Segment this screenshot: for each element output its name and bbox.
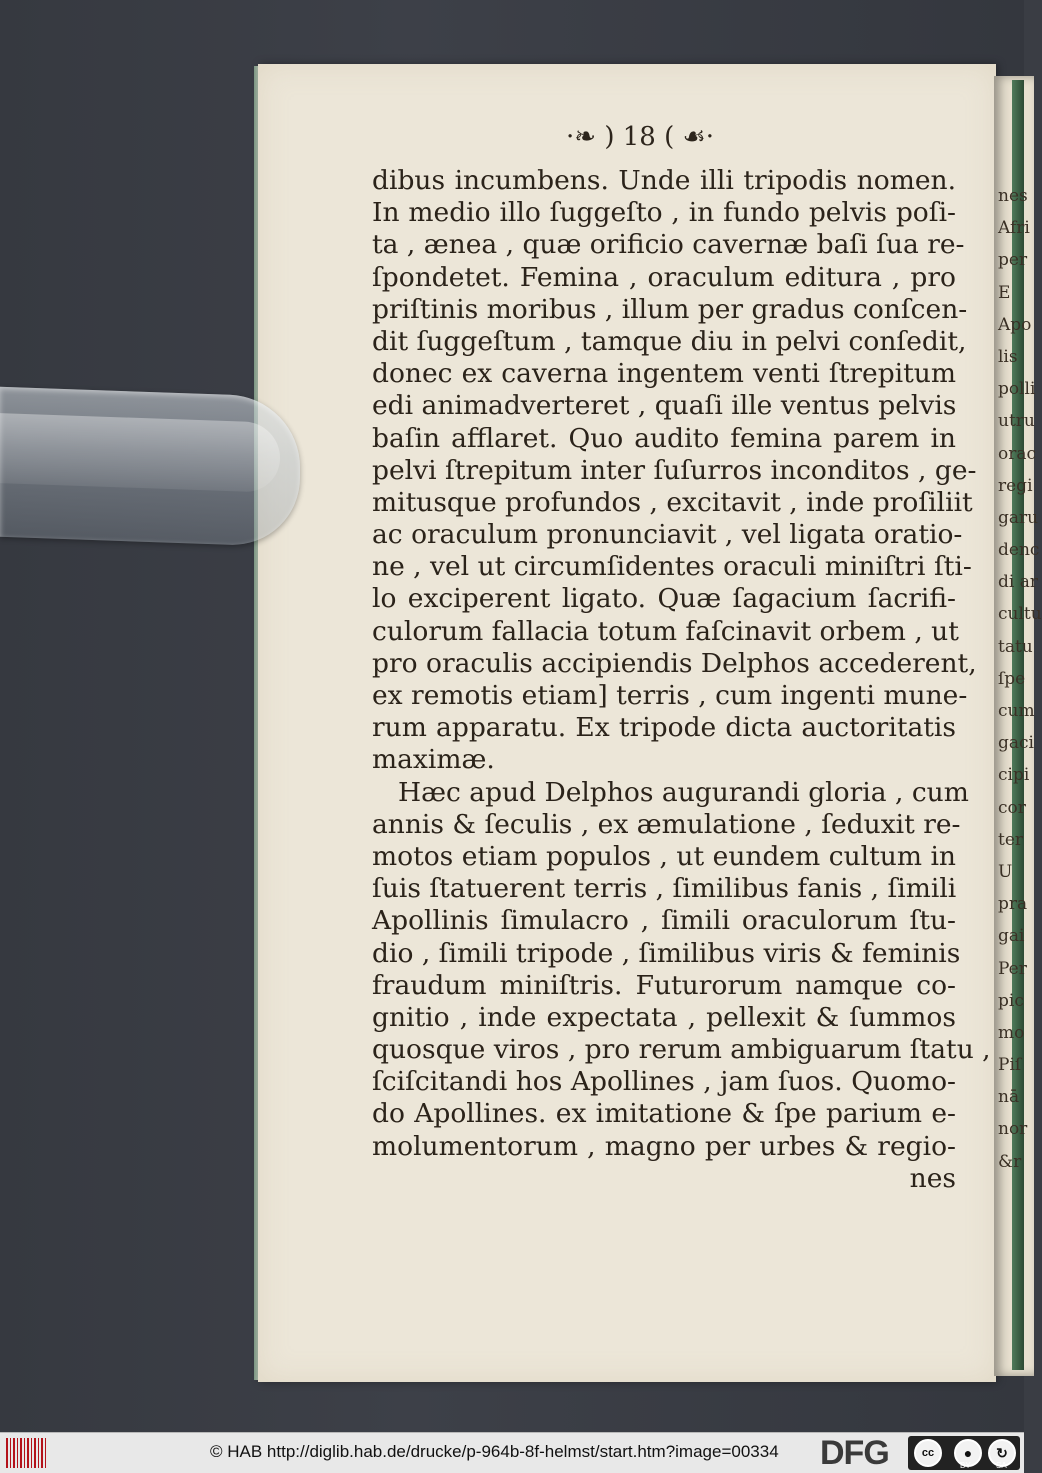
adjacent-text-fragment: Afri	[998, 218, 1030, 239]
copyright-link[interactable]: © HAB http://diglib.hab.de/drucke/p-964b-8f-helmst/start.htm?image=00334	[210, 1442, 779, 1461]
adjacent-text-fragment: pra	[998, 894, 1028, 915]
adjacent-text-fragment: cipi	[998, 765, 1030, 786]
adjacent-text-fragment: per	[998, 250, 1028, 271]
cc-icon: cc	[914, 1439, 942, 1467]
adjacent-text-fragment: Piſ	[998, 1055, 1022, 1076]
text-line: Apollinis ſimulacro , ſimili oraculorum ſtu-	[372, 905, 956, 937]
adjacent-text-fragment: lis	[998, 346, 1018, 367]
adjacent-text-fragment: gai	[998, 926, 1025, 947]
text-line: In medio illo ſuggeſto , in fundo pelvis poſi-	[372, 197, 956, 229]
glass-page-clip-highlight	[0, 413, 280, 493]
text-line: ſpondetet. Femina , oraculum editura , pro	[372, 261, 956, 293]
adjacent-text-fragment: polli	[998, 379, 1036, 400]
adjacent-text-fragment: Per	[998, 958, 1027, 979]
text-line: Hæc apud Delphos augurandi gloria , cum	[398, 776, 969, 808]
adjacent-text-fragment: ter	[998, 829, 1024, 850]
adjacent-text-fragment: di ar	[998, 572, 1038, 593]
text-line: dio , ſimili tripode , ſimilibus viris & feminis	[372, 937, 961, 969]
text-line: maximæ.	[372, 744, 495, 776]
page-number-header: ·❧ ) 18 ( ☙·	[566, 122, 715, 152]
adjacent-text-fragment: nor	[998, 1119, 1028, 1140]
adjacent-text-fragment: nes	[998, 186, 1028, 206]
text-line: quosque viros , pro rerum ambiguarum ſtatu ,	[372, 1034, 991, 1066]
text-line: nes	[909, 1162, 956, 1194]
adjacent-text-fragment: mo	[998, 1022, 1025, 1043]
text-line: ta , ænea , quæ orificio cavernæ baſi ſua re-	[372, 229, 965, 261]
text-line: lo exciperent ligato. Quæ ſagacium ſacrifi-	[372, 583, 956, 615]
hab-barcode-icon	[6, 1438, 46, 1468]
adjacent-text-fragment: garu	[998, 507, 1039, 528]
text-line: dit ſuggeſtum , tamque diu in pelvi conſedit,	[372, 325, 967, 357]
adjacent-text-fragment: pic	[998, 990, 1024, 1011]
body-text	[372, 165, 991, 1195]
by-person-icon: ●	[954, 1439, 982, 1467]
text-line: fraudum miniſtris. Futurorum namque co-	[372, 969, 956, 1001]
adjacent-page-text	[998, 180, 1042, 1178]
adjacent-text-fragment: orac	[998, 443, 1037, 464]
text-line: donec ex caverna ingentem venti ſtrepitum	[372, 358, 956, 390]
cc-license-badge[interactable]	[908, 1436, 1020, 1470]
by-label: BY	[960, 1461, 971, 1470]
adjacent-text-fragment: gaci	[998, 733, 1034, 754]
adjacent-text-fragment: cultu	[998, 604, 1042, 625]
text-line: ſuis ſtatuerent terris , ſimilibus fanis , ſimili	[372, 873, 957, 905]
adjacent-text-fragment: denc	[998, 540, 1040, 561]
text-line: pro oraculis accipiendis Delphos accederent,	[372, 647, 977, 679]
text-line: rum apparatu. Ex tripode dicta auctoritatis	[372, 712, 956, 744]
sa-label: SA	[996, 1461, 1007, 1470]
adjacent-text-fragment: regi	[998, 475, 1033, 496]
text-line: ac oraculum pronunciavit , vel ligata oratio-	[372, 519, 963, 551]
adjacent-text-fragment: cum	[998, 701, 1035, 721]
text-line: edi animadverteret , quaſi ille ventus pelvis	[372, 390, 957, 422]
adjacent-text-fragment: Apo	[998, 314, 1032, 335]
text-line: priſtinis moribus , illum per gradus conſcen-	[372, 293, 968, 325]
dfg-logo: DFG	[820, 1434, 889, 1472]
text-line: baſin afflaret. Quo audito femina parem in	[372, 422, 956, 454]
footer-bar	[0, 1432, 1024, 1473]
adjacent-text-fragment: nā	[998, 1087, 1020, 1108]
text-line: gnitio , inde expectata , pellexit & ſummos	[372, 1001, 956, 1033]
adjacent-text-fragment: E	[998, 282, 1011, 303]
sa-share-alike-icon: ↻	[988, 1439, 1016, 1467]
text-line: ne , vel ut circumſidentes oraculi miniſtri ſti-	[372, 551, 972, 583]
adjacent-text-fragment: &r	[998, 1151, 1022, 1172]
adjacent-text-fragment: tatu	[998, 636, 1033, 657]
text-line: dibus incumbens. Unde illi tripodis nomen.	[372, 165, 956, 196]
text-line: ex remotis etiam] terris , cum ingenti mune-	[372, 680, 968, 711]
text-line: culorum fallacia totum faſcinavit orbem , ut	[372, 615, 959, 647]
text-line: ſciſcitandi hos Apollines , jam ſuos. Quomo-	[372, 1066, 956, 1098]
text-line: pelvi ſtrepitum inter ſuſurros inconditos , ge-	[372, 454, 977, 486]
text-line: mitusque profundos , excitavit , inde proſiliit	[372, 486, 973, 518]
adjacent-text-fragment: utru	[998, 411, 1035, 432]
text-line: annis & ſeculis , ex æmulatione , ſeduxit re-	[372, 808, 961, 840]
adjacent-text-fragment: cor	[998, 797, 1026, 818]
text-line: molumentorum , magno per urbes & regio-	[372, 1130, 956, 1162]
adjacent-text-fragment: ſpe	[998, 668, 1026, 689]
adjacent-text-fragment: U	[998, 861, 1013, 882]
text-line: motos etiam populos , ut eundem cultum in	[372, 840, 956, 872]
text-line: do Apollines. ex imitatione & ſpe parium e-	[372, 1098, 956, 1130]
